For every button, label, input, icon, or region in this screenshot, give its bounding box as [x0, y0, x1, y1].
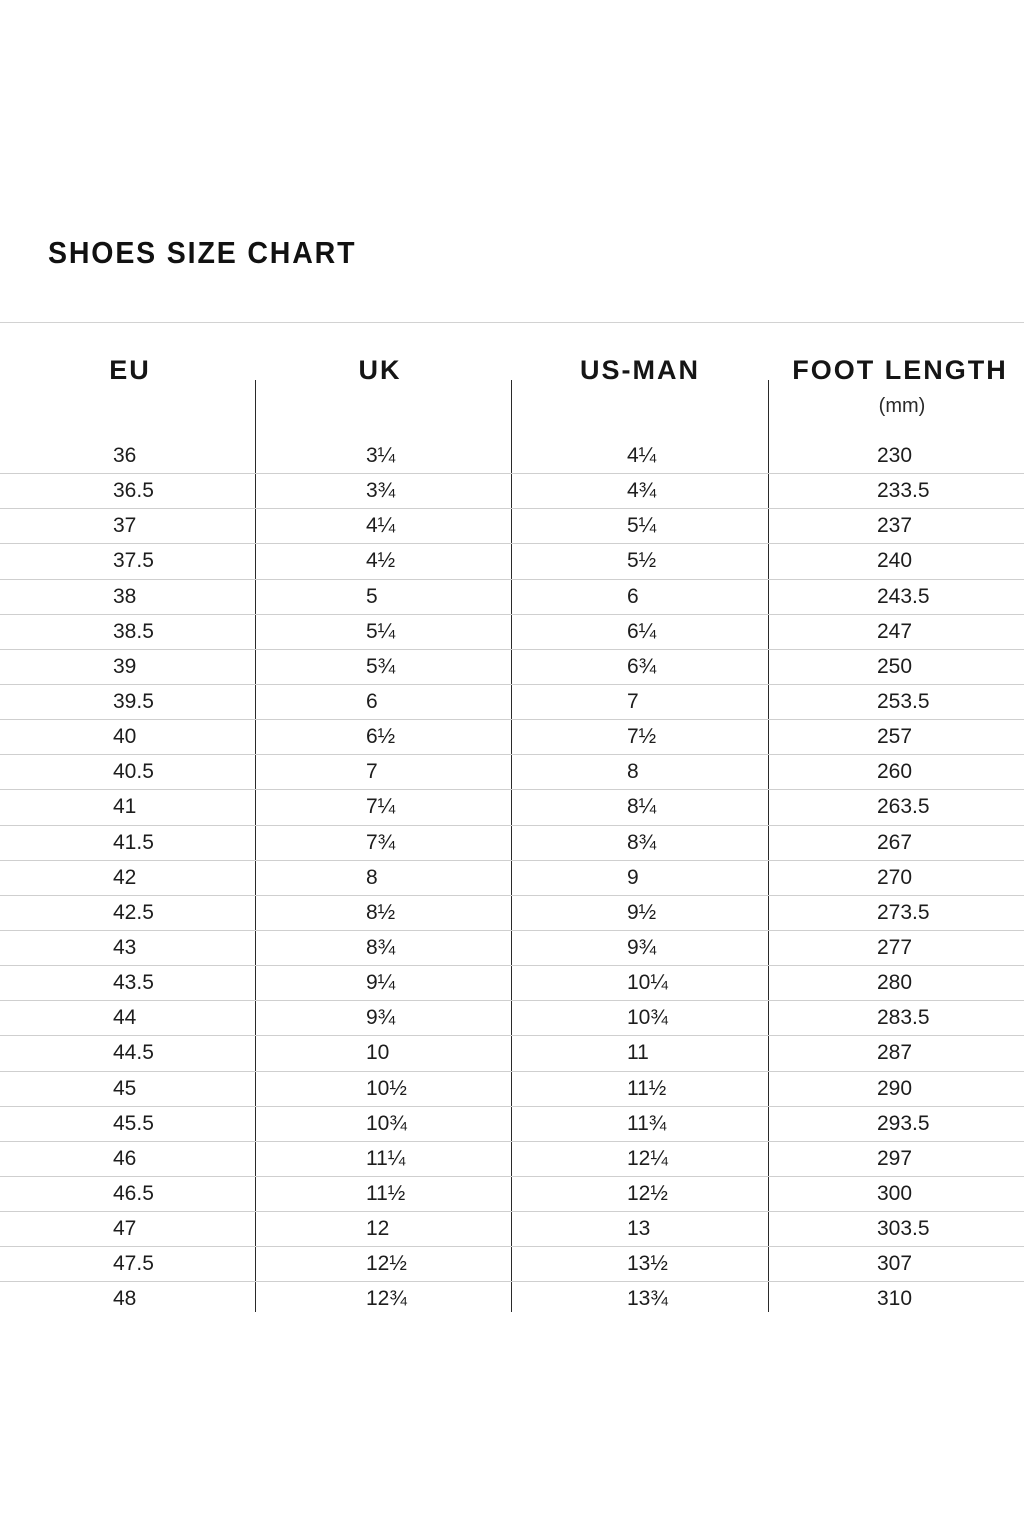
cell-uk: 8½	[366, 900, 396, 924]
cell-foot-length: 250	[877, 654, 913, 678]
cell-eu: 48	[113, 1287, 137, 1311]
table-row	[0, 650, 1024, 685]
cell-us-man: 13	[627, 1217, 651, 1241]
cell-foot-length: 287	[877, 1041, 913, 1065]
cell-eu: 46	[113, 1146, 137, 1170]
table-row	[0, 544, 1024, 579]
cell-us-man: 9½	[627, 900, 657, 924]
cell-uk: 10½	[366, 1076, 407, 1100]
cell-us-man: 9	[627, 865, 639, 889]
cell-eu: 37	[113, 514, 137, 538]
cell-us-man: 13¾	[627, 1287, 668, 1311]
cell-us-man: 11	[627, 1041, 649, 1065]
cell-uk: 9¾	[366, 1006, 396, 1030]
cell-foot-length: 243.5	[877, 584, 930, 608]
cell-foot-length: 300	[877, 1181, 913, 1205]
cell-eu: 37.5	[113, 549, 154, 573]
cell-us-man: 10¼	[627, 971, 668, 995]
foot-length-unit: (mm)	[878, 395, 926, 417]
table-row	[0, 1142, 1024, 1177]
cell-eu: 40	[113, 725, 137, 749]
cell-uk: 7¼	[366, 795, 396, 819]
table-row	[0, 474, 1024, 509]
cell-eu: 36.5	[113, 479, 154, 503]
cell-eu: 45	[113, 1076, 137, 1100]
table-row	[0, 1001, 1024, 1036]
cell-eu: 41	[113, 795, 137, 819]
cell-foot-length: 280	[877, 971, 913, 995]
cell-uk: 11½	[366, 1181, 406, 1205]
cell-us-man: 8	[627, 760, 639, 784]
cell-foot-length: 263.5	[877, 795, 930, 819]
cell-foot-length: 267	[877, 830, 913, 854]
cell-us-man: 6¾	[627, 654, 657, 678]
cell-eu: 45.5	[113, 1111, 154, 1135]
cell-foot-length: 240	[877, 549, 913, 573]
cell-uk: 12½	[366, 1252, 407, 1276]
cell-uk: 3¼	[366, 444, 396, 467]
cell-us-man: 8¾	[627, 830, 657, 854]
cell-eu: 42.5	[113, 900, 154, 924]
table-row	[0, 861, 1024, 896]
cell-uk: 8	[366, 865, 378, 889]
table-row	[0, 1247, 1024, 1282]
cell-us-man: 10¾	[627, 1006, 668, 1030]
cell-eu: 42	[113, 865, 137, 889]
cell-foot-length: 260	[877, 760, 913, 784]
cell-eu: 43.5	[113, 971, 154, 995]
column-header-us-man: US-MAN	[580, 355, 700, 385]
cell-us-man: 5½	[627, 549, 657, 573]
table-row	[0, 1177, 1024, 1212]
cell-foot-length: 230	[877, 444, 913, 467]
cell-foot-length: 273.5	[877, 900, 930, 924]
cell-eu: 44	[113, 1006, 137, 1030]
cell-us-man: 6¼	[627, 619, 657, 643]
cell-foot-length: 310	[877, 1287, 913, 1311]
cell-us-man: 7½	[627, 725, 657, 749]
cell-uk: 5¼	[366, 619, 396, 643]
cell-foot-length: 253.5	[877, 689, 930, 713]
cell-eu: 40.5	[113, 760, 154, 784]
cell-foot-length: 297	[877, 1146, 913, 1170]
cell-us-man: 4¾	[627, 479, 657, 503]
table-row	[0, 1036, 1024, 1071]
column-header-uk: UK	[358, 355, 402, 385]
cell-eu: 47	[113, 1217, 137, 1241]
table-row	[0, 790, 1024, 825]
cell-us-man: 5¼	[627, 514, 657, 538]
cell-foot-length: 303.5	[877, 1217, 930, 1241]
table-row	[0, 1212, 1024, 1247]
cell-uk: 4½	[366, 549, 396, 573]
table-row	[0, 826, 1024, 861]
cell-us-man: 9¾	[627, 935, 657, 959]
cell-eu: 39	[113, 654, 137, 678]
size-table-body	[0, 439, 1024, 1318]
cell-uk: 5¾	[366, 654, 396, 678]
cell-uk: 8¾	[366, 935, 396, 959]
cell-foot-length: 290	[877, 1076, 913, 1100]
table-row	[0, 439, 1024, 474]
cell-eu: 38.5	[113, 619, 154, 643]
cell-foot-length: 257	[877, 725, 913, 749]
page-title: SHOES SIZE CHART	[48, 235, 357, 270]
table-row	[0, 1072, 1024, 1107]
table-row	[0, 931, 1024, 966]
cell-uk: 6½	[366, 725, 396, 749]
cell-foot-length: 307	[877, 1252, 913, 1276]
cell-us-man: 12½	[627, 1181, 668, 1205]
cell-foot-length: 233.5	[877, 479, 930, 503]
top-divider	[0, 322, 1024, 323]
cell-eu: 36	[113, 444, 137, 467]
cell-uk: 9¼	[366, 971, 396, 995]
column-header-eu: EU	[109, 355, 151, 385]
cell-eu: 44.5	[113, 1041, 154, 1065]
column-header-foot-length: FOOT LENGTH	[792, 355, 1008, 385]
cell-foot-length: 247	[877, 619, 913, 643]
table-row	[0, 720, 1024, 755]
cell-eu: 47.5	[113, 1252, 154, 1276]
cell-uk: 10¾	[366, 1111, 407, 1135]
cell-foot-length: 293.5	[877, 1111, 930, 1135]
cell-us-man: 13½	[627, 1252, 668, 1276]
cell-foot-length: 237	[877, 514, 913, 538]
table-row	[0, 896, 1024, 931]
cell-eu: 43	[113, 935, 137, 959]
cell-uk: 10	[366, 1041, 390, 1065]
cell-us-man: 12¼	[627, 1146, 668, 1170]
cell-eu: 38	[113, 584, 137, 608]
table-row	[0, 509, 1024, 544]
cell-eu: 39.5	[113, 689, 154, 713]
cell-us-man: 8¼	[627, 795, 657, 819]
cell-uk: 5	[366, 584, 378, 608]
cell-uk: 12	[366, 1217, 390, 1241]
cell-uk: 3¾	[366, 479, 396, 503]
cell-uk: 6	[366, 689, 378, 713]
cell-us-man: 11¾	[627, 1111, 667, 1135]
cell-uk: 4¼	[366, 514, 396, 538]
cell-uk: 12¾	[366, 1287, 407, 1311]
cell-us-man: 11½	[627, 1076, 667, 1100]
cell-us-man: 7	[627, 689, 639, 713]
cell-foot-length: 283.5	[877, 1006, 930, 1030]
cell-foot-length: 277	[877, 935, 913, 959]
cell-uk: 7¾	[366, 830, 396, 854]
table-row	[0, 755, 1024, 790]
table-row	[0, 685, 1024, 720]
table-row	[0, 1107, 1024, 1142]
table-row	[0, 615, 1024, 650]
table-row	[0, 1282, 1024, 1317]
cell-us-man: 4¼	[627, 444, 657, 467]
cell-foot-length: 270	[877, 865, 913, 889]
table-row	[0, 966, 1024, 1001]
cell-uk: 11¼	[366, 1146, 406, 1170]
cell-eu: 46.5	[113, 1181, 154, 1205]
cell-eu: 41.5	[113, 830, 154, 854]
table-row	[0, 580, 1024, 615]
cell-us-man: 6	[627, 584, 639, 608]
cell-uk: 7	[366, 760, 378, 784]
